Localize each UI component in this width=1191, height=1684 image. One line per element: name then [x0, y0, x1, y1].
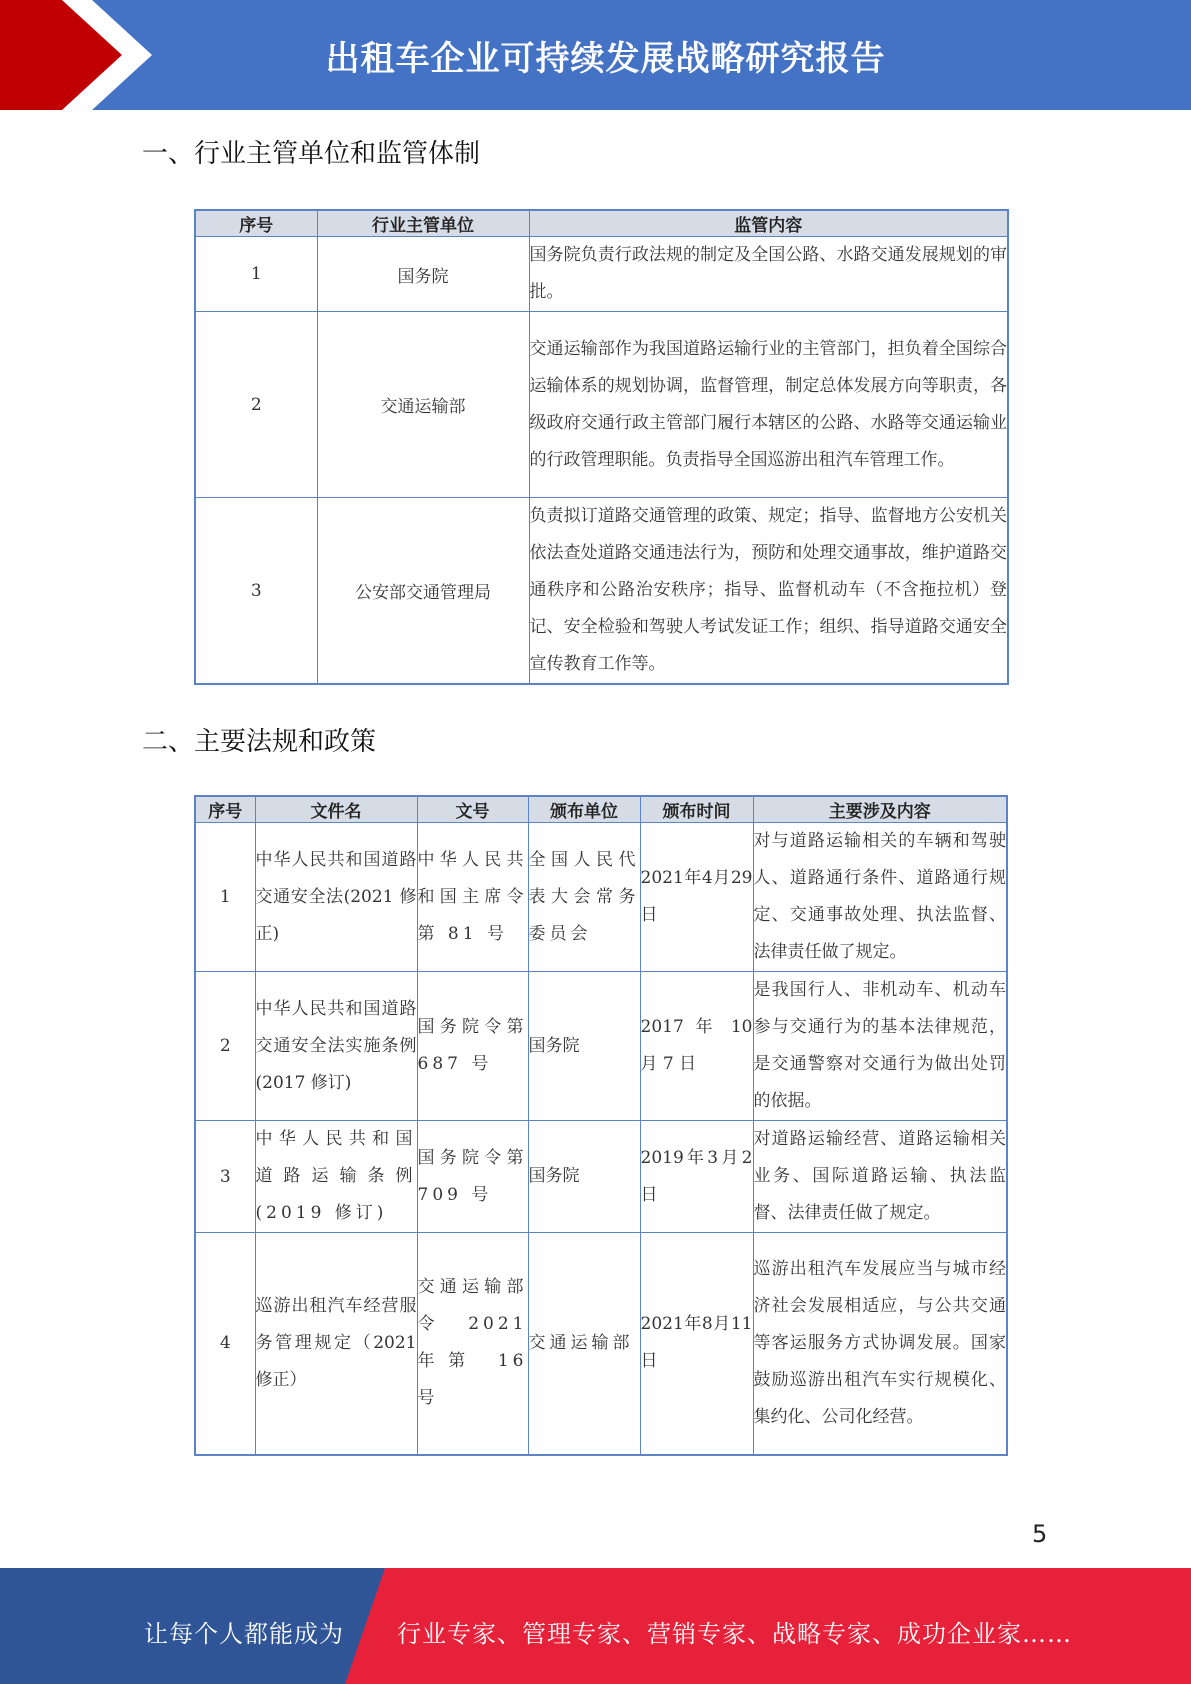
row-number: 4 — [195, 1233, 255, 1455]
column-header: 颁布单位 — [528, 796, 640, 823]
column-header: 行业主管单位 — [317, 210, 529, 237]
column-header: 序号 — [195, 210, 317, 237]
main-content: 对道路运输经营、道路运输相关业务、国际道路运输、执法监督、法律责任做了规定。 — [753, 1121, 1007, 1233]
report-title: 出租车企业可持续发展战略研究报告 — [325, 38, 886, 79]
document-name: 中华人民共和国道路交通安全法(2021 修正) — [255, 823, 417, 972]
row-number: 2 — [195, 972, 255, 1121]
regulator-unit: 国务院 — [317, 237, 529, 312]
main-content: 是我国行人、非机动车、机动车参与交通行为的基本法律规范，是交通警察对交通行为做出处罚的依据。 — [753, 972, 1007, 1121]
document-number: 国务院令第 709 号 — [417, 1121, 528, 1233]
issue-date: 2019年3月2日 — [640, 1121, 753, 1233]
regulator-unit: 公安部交通管理局 — [317, 498, 529, 685]
document-name: 中华人民共和国道路交通安全法实施条例(2017 修订) — [255, 972, 417, 1121]
regulator-unit: 交通运输部 — [317, 312, 529, 498]
table-row — [195, 823, 1007, 972]
regulator-table — [194, 209, 1009, 685]
regulation-content: 国务院负责行政法规的制定及全国公路、水路交通发展规划的审批。 — [529, 237, 1008, 312]
column-header: 监管内容 — [529, 210, 1008, 237]
page-footer — [0, 1568, 1191, 1684]
issue-date: 2017 年 10 月 7 日 — [640, 972, 753, 1121]
section1-heading: 一、行业主管单位和监管体制 — [142, 139, 481, 169]
issuing-authority: 国务院 — [528, 972, 640, 1121]
row-number: 3 — [195, 1121, 255, 1233]
table-row — [195, 237, 1008, 312]
column-header: 文号 — [417, 796, 528, 823]
regulation-content: 交通运输部作为我国道路运输行业的主管部门，担负着全国综合运输体系的规划协调，监督管理，制定总体发展方向等职责，各级政府交通行政主管部门履行本辖区的公路、水路等交通运输业的行政管理职能。负责指导全国巡游出租汽车管理工作。 — [529, 312, 1008, 498]
document-number: 交通运输部令 2021 年第 16 号 — [417, 1233, 528, 1455]
document-name: 巡游出租汽车经营服务管理规定（2021 修正） — [255, 1233, 417, 1455]
table-row — [195, 1121, 1007, 1233]
main-content: 对与道路运输相关的车辆和驾驶人、道路通行条件、道路通行规定、交通事故处理、执法监督、法律责任做了规定。 — [753, 823, 1007, 972]
table-header-row — [195, 210, 1008, 237]
issue-date: 2021年8月11日 — [640, 1233, 753, 1455]
table-row — [195, 972, 1007, 1121]
regulations-table — [194, 795, 1008, 1456]
table-row — [195, 498, 1008, 685]
issuing-authority: 全国人民代表大会常务委员会 — [528, 823, 640, 972]
row-number: 2 — [195, 312, 317, 498]
row-number: 1 — [195, 823, 255, 972]
footer-slogan-right: 行业专家、管理专家、营销专家、战略专家、成功企业家…… — [397, 1620, 1072, 1648]
column-header: 颁布时间 — [640, 796, 753, 823]
main-content: 巡游出租汽车发展应当与城市经济社会发展相适应，与公共交通等客运服务方式协调发展。国家鼓励巡游出租汽车实行规模化、集约化、公司化经营。 — [753, 1233, 1007, 1455]
column-header: 序号 — [195, 796, 255, 823]
issuing-authority: 国务院 — [528, 1121, 640, 1233]
table-header-row — [195, 796, 1007, 823]
document-name: 中华人民共和国道路运输条例(2019 修订) — [255, 1121, 417, 1233]
document-number: 国务院令第 687 号 — [417, 972, 528, 1121]
column-header: 主要涉及内容 — [753, 796, 1007, 823]
row-number: 3 — [195, 498, 317, 685]
section2-heading: 二、主要法规和政策 — [142, 727, 377, 757]
issuing-authority: 交通运输部 — [528, 1233, 640, 1455]
regulation-content: 负责拟订道路交通管理的政策、规定；指导、监督地方公安机关依法查处道路交通违法行为，预防和处理交通事故，维护道路交通秩序和公路治安秩序；指导、监督机动车（不含拖拉机）登记、安全检验和驾驶人考试发证工作；组织、指导道路交通安全宣传教育工作等。 — [529, 498, 1008, 685]
column-header: 文件名 — [255, 796, 417, 823]
footer-slogan-left: 让每个人都能成为 — [144, 1620, 344, 1648]
table-row — [195, 312, 1008, 498]
document-number: 中华人民共和国主席令第 81 号 — [417, 823, 528, 972]
issue-date: 2021年4月29日 — [640, 823, 753, 972]
page-header — [0, 0, 1191, 110]
row-number: 1 — [195, 237, 317, 312]
table-row — [195, 1233, 1007, 1455]
page-number: 5 — [1032, 1520, 1048, 1548]
